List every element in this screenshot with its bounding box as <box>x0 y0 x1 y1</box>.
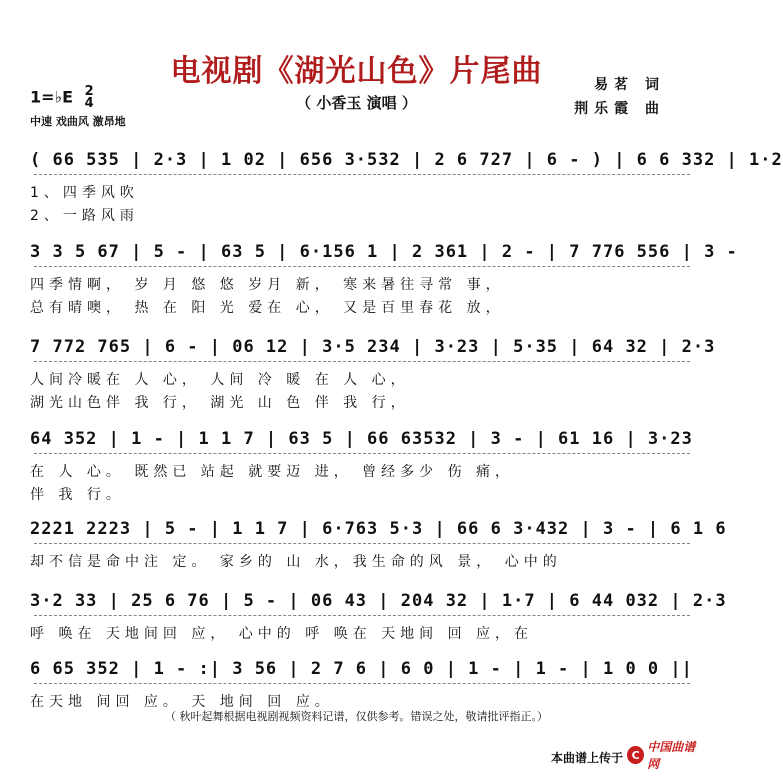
lyric-verse-1: 在 人 心。 既然已 站起 就要迈 进， 曾经多少 伤 痛， <box>30 464 515 480</box>
transcription-note: （ 秋叶起舞根据电视剧视频资料记谱，仅供参考。错误之处，敬请批评指正。） <box>165 710 548 723</box>
key-text: 1=♭E <box>30 87 74 107</box>
lyric-verse-1: 人间冷暖在 人 心， 人间 冷 暖 在 人 心， <box>30 372 410 388</box>
score-row-7 <box>30 659 694 739</box>
composer-credit: 荆乐霞 曲 <box>574 101 665 117</box>
notation-line: 2221 2223 | 5 - | 1 1 7 | 6·763 5·3 | 66 6 3·432 | 3 - | 6 1 6 <box>30 519 727 539</box>
beam-line <box>34 543 690 544</box>
notation-line: 6 65 352 | 1 - :| 3 56 | 2 7 6 | 6 0 | 1 - | 1 - | 1 0 0 || <box>30 659 693 679</box>
lyric-verse-2: 总有晴噢， 热 在 阳 光 爱在 心， 又是百里春花 放， <box>30 300 505 316</box>
beam-line <box>34 174 690 175</box>
score-row-1 <box>30 150 783 230</box>
score-row-3 <box>30 337 716 417</box>
song-title: 电视剧《湖光山色》片尾曲 <box>170 54 543 89</box>
score-row-5 <box>30 519 727 599</box>
time-bottom: 4 <box>84 96 94 111</box>
lyric-verse-2: 湖光山色伴 我 行， 湖光 山 色 伴 我 行， <box>30 395 410 411</box>
beam-line <box>34 266 690 267</box>
beam-line <box>34 453 690 454</box>
beam-line <box>34 683 690 684</box>
tempo-marking: 中速 戏曲风 激昂地 <box>30 115 126 128</box>
time-top: 2 <box>84 84 94 99</box>
lyric-verse-1: 1、四季风吹 <box>30 185 139 201</box>
time-signature <box>85 86 94 110</box>
upload-notice: 本曲谱上传于 <box>550 751 623 765</box>
lyric-verse-2: 2、一路风雨 <box>30 208 139 224</box>
singer-line: （ 小香玉 演唱 ） <box>296 94 417 112</box>
logo-icon: C <box>627 746 644 764</box>
beam-line <box>34 361 690 362</box>
lyric-verse-1: 呼 唤在 天地间回 应， 心中的 呼 唤在 天地间 回 应，在 <box>30 626 534 642</box>
notation-line: 3 3 5 67 | 5 - | 63 5 | 6·156 1 | 2 361 | 2 - | 7 776 556 | 3 - <box>30 242 738 262</box>
site-logo[interactable] <box>627 740 705 771</box>
score-row-4 <box>30 429 694 509</box>
notation-line: 64 352 | 1 - | 1 1 7 | 63 5 | 66 63532 | 3 - | 61 16 | 3·23 <box>30 429 693 449</box>
lyric-verse-1: 四季情啊， 岁 月 悠 悠 岁月 新， 寒来暑往寻常 事， <box>30 277 505 293</box>
beam-line <box>34 615 690 616</box>
lyric-verse-1: 却不信是命中注 定。 家乡的 山 水，我生命的风 景， 心中的 <box>30 554 562 570</box>
notation-line: ( 66 535 | 2·3 | 1 02 | 656 3·532 | 2 6 727 | 6 - ) | 6 6 332 | 1·2 <box>30 150 783 170</box>
logo-text: 中国曲谱网 <box>647 740 696 771</box>
key-signature <box>30 86 94 110</box>
lyric-verse-1: 在天地 间回 应。 天 地间 回 应。 <box>30 694 334 710</box>
score-row-2 <box>30 242 738 322</box>
notation-line: 7 772 765 | 6 - | 06 12 | 3·5 234 | 3·23 | 5·35 | 64 32 | 2·3 <box>30 337 716 357</box>
lyric-verse-2: 伴 我 行。 <box>30 487 125 503</box>
lyricist-credit: 易茗 词 <box>594 77 665 93</box>
notation-line: 3·2 33 | 25 6 76 | 5 - | 06 43 | 204 32 | 1·7 | 6 44 032 | 2·3 <box>30 591 727 611</box>
